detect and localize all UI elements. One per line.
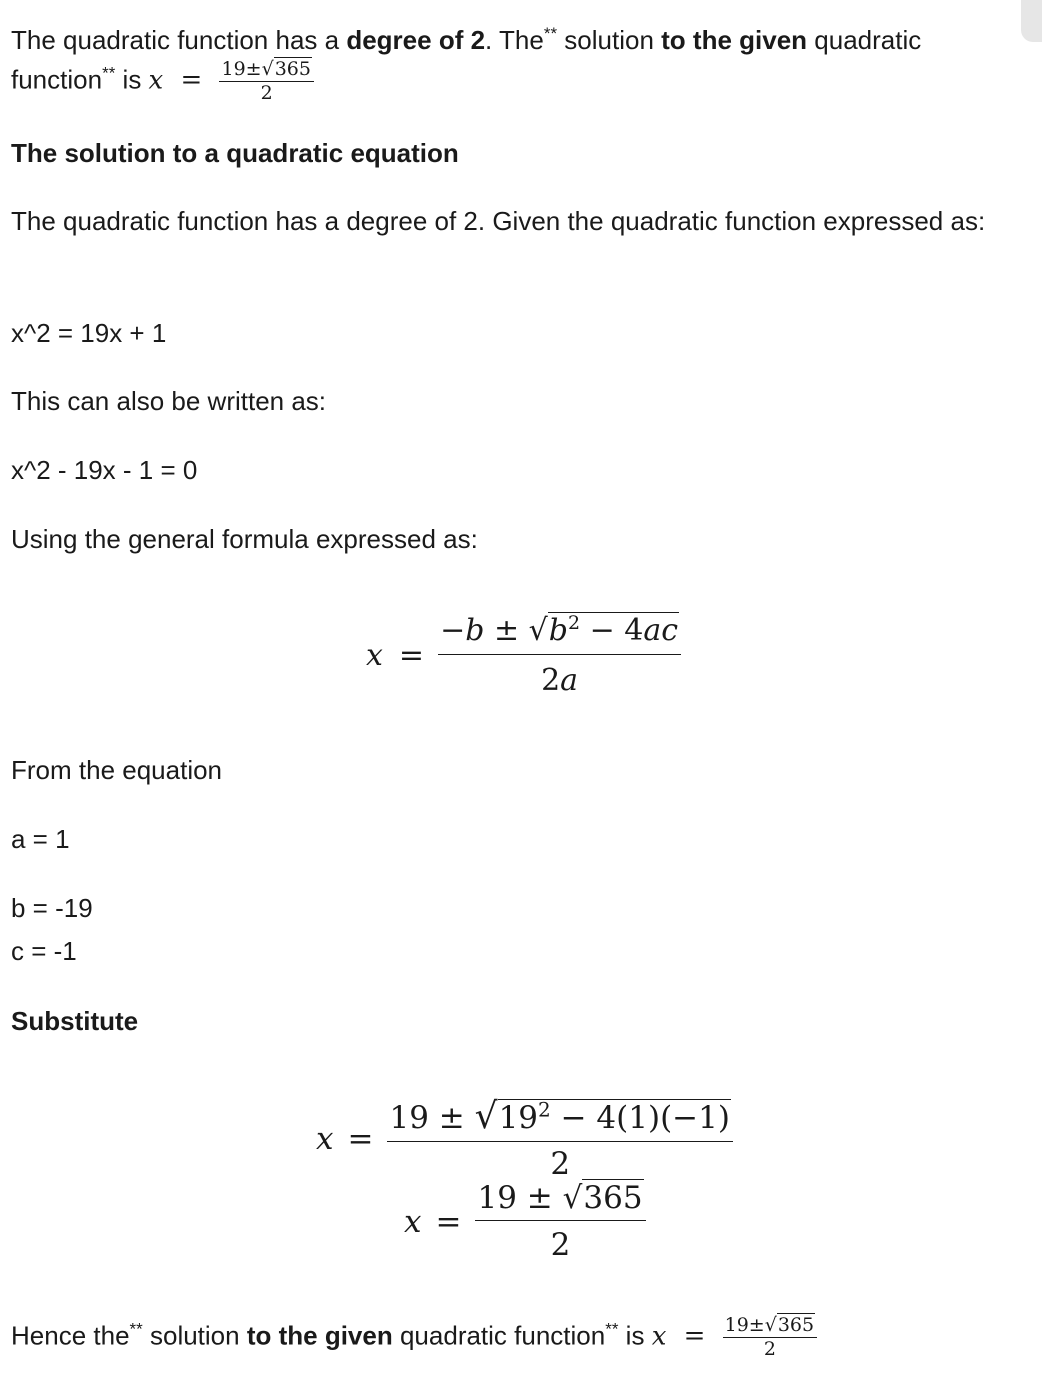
formula-radicand-rest: − 4 <box>580 613 644 648</box>
equation-standard-form: x^2 - 19x - 1 = 0 <box>11 455 198 485</box>
intro-text-4: quadratic <box>807 25 922 55</box>
final-asterisks-1: ** <box>129 1319 143 1339</box>
sub1-lhs-x: x <box>316 1121 334 1157</box>
intro-equals: = <box>180 65 203 96</box>
intro-text-5: function <box>11 64 103 95</box>
formula-radicand-b: b <box>548 613 568 648</box>
substitution-equation-1 <box>316 1096 733 1182</box>
formula-fraction <box>438 612 681 698</box>
intro-fraction <box>219 60 313 103</box>
sub1-rad-base: 19 <box>498 1100 539 1136</box>
sub1-num-pre: 19 ± <box>389 1100 475 1136</box>
formula-plus-minus: ± <box>484 613 529 648</box>
intro-asterisks-1: ** <box>543 24 558 43</box>
intro-text-3: solution <box>557 25 662 55</box>
intro-frac-num: 19± <box>221 58 262 80</box>
substitution-equation-2 <box>404 1180 646 1263</box>
sub2-lhs-x: x <box>404 1203 422 1240</box>
formula-radicand-ac: ac <box>643 613 679 648</box>
final-bold-given: to the given <box>246 1320 393 1351</box>
section-heading-solution <box>11 138 459 169</box>
intro-text-1: The quadratic function has a <box>11 25 347 55</box>
intro-paragraph-line-2 <box>11 60 314 103</box>
final-text-3: quadratic function <box>392 1320 606 1351</box>
formula-b: b <box>465 613 485 648</box>
final-frac-num: 19± <box>724 1314 765 1336</box>
intro-variable-x: x <box>148 65 164 96</box>
sub1-rad-exp: 2 <box>538 1097 551 1122</box>
paragraph-general-formula: Using the general formula expressed as: <box>11 524 478 554</box>
intro-text-2: . The <box>485 25 544 55</box>
intro-bold-degree: degree of 2 <box>346 25 486 55</box>
sub1-rad-rest: − 4(1)(−1) <box>550 1100 730 1136</box>
sub2-num-pre: 19 ± <box>477 1180 563 1216</box>
formula-lhs-x: x <box>366 637 383 673</box>
sub1-radicand <box>498 1099 731 1136</box>
intro-paragraph <box>11 18 921 56</box>
final-text-1: Hence the <box>11 1320 130 1351</box>
sub2-equals: = <box>435 1203 462 1240</box>
final-variable-x: x <box>651 1321 667 1352</box>
formula-den-a: a <box>560 663 579 698</box>
section-heading-substitute <box>11 1006 138 1037</box>
formula-minus: − <box>440 613 466 648</box>
formula-den-2: 2 <box>541 663 561 698</box>
final-sqrt-sign: √ <box>764 1314 777 1336</box>
quadratic-formula <box>366 612 681 698</box>
sub2-den: 2 <box>550 1227 571 1263</box>
scrollbar-thumb[interactable] <box>1021 0 1042 42</box>
intro-text-6: is <box>115 64 149 95</box>
intro-frac-den: 2 <box>260 82 273 104</box>
sub1-fraction <box>387 1096 733 1182</box>
paragraph-rewritten: This can also be written as: <box>11 386 327 416</box>
intro-asterisks-2: ** <box>102 63 116 83</box>
coefficient-b: b = -19 <box>11 893 93 923</box>
equation-original: x^2 = 19x + 1 <box>11 318 167 348</box>
coefficient-a: a = 1 <box>11 824 70 854</box>
final-text-4: is <box>618 1320 652 1351</box>
intro-frac-radicand: 365 <box>274 58 311 80</box>
section-heading-solution-text: The solution to a quadratic equation <box>11 138 459 168</box>
final-frac-den: 2 <box>763 1338 776 1360</box>
formula-sqrt-sign: √ <box>528 613 548 648</box>
final-fraction <box>723 1316 817 1359</box>
formula-radicand-exp: 2 <box>567 612 581 634</box>
final-text-2: solution <box>142 1320 247 1351</box>
final-asterisks-2: ** <box>605 1319 619 1339</box>
sub2-fraction <box>475 1180 645 1263</box>
coefficient-c: c = -1 <box>11 936 77 966</box>
paragraph-from-equation: From the equation <box>11 755 223 785</box>
sub2-sqrt-sign: √ <box>562 1180 583 1216</box>
formula-equals: = <box>398 637 425 673</box>
final-frac-radicand: 365 <box>777 1314 815 1336</box>
intro-bold-given: to the given <box>661 25 808 55</box>
sub2-radicand: 365 <box>583 1180 643 1216</box>
section-heading-substitute-text: Substitute <box>11 1006 139 1036</box>
intro-sqrt-sign: √ <box>261 58 274 80</box>
formula-radicand <box>548 612 679 648</box>
final-equals: = <box>683 1321 706 1352</box>
sub1-sqrt-sign: √ <box>474 1096 498 1137</box>
paragraph-degree: The quadratic function has a degree of 2. Given the quadratic function expressed as: <box>11 206 986 236</box>
conclusion-paragraph <box>11 1316 817 1359</box>
sub1-equals: = <box>347 1121 374 1157</box>
sub1-den: 2 <box>550 1146 571 1182</box>
